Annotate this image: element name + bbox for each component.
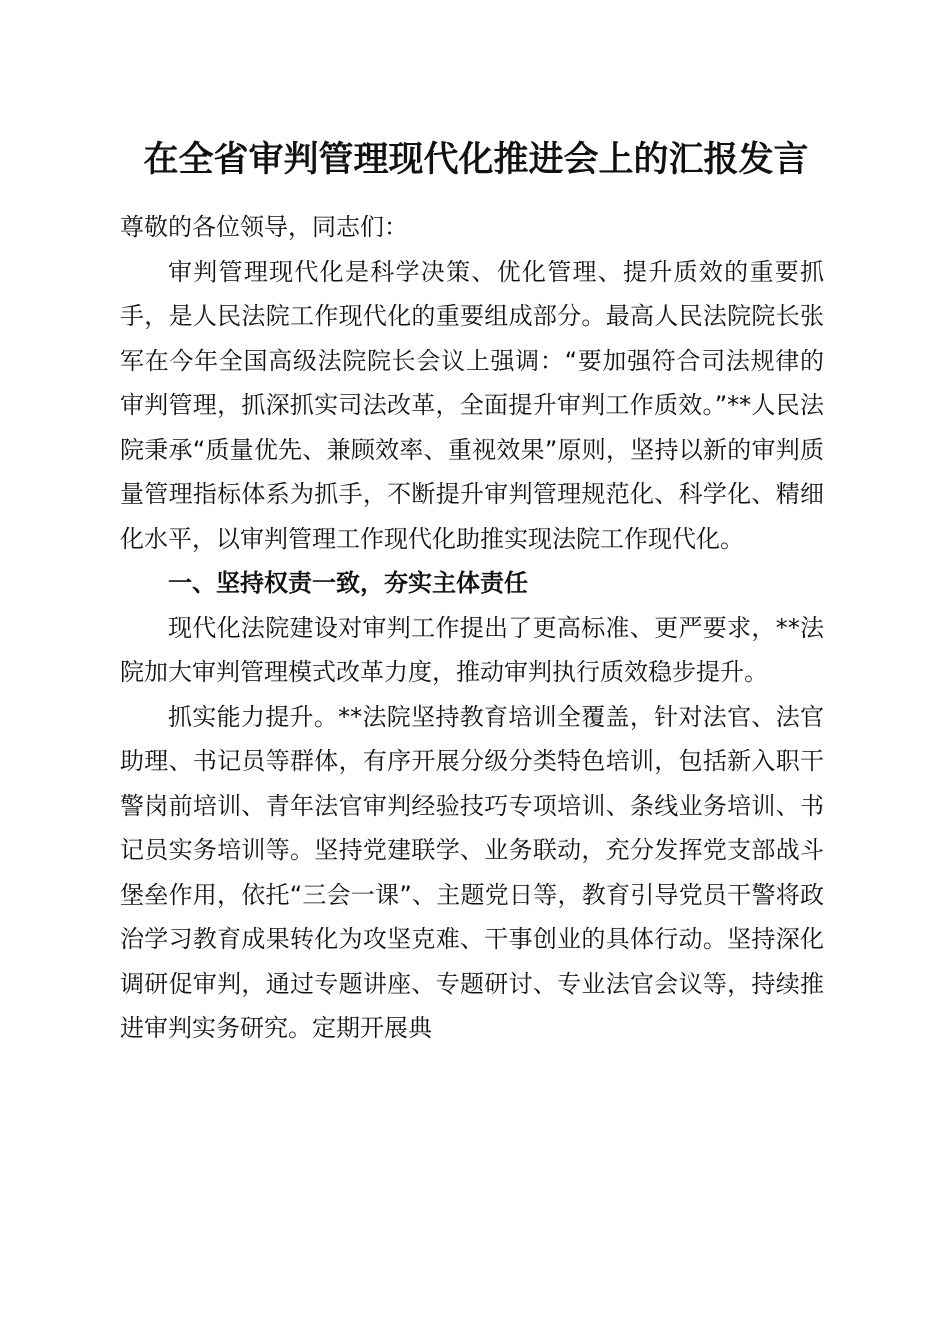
document-title: 在全省审判管理现代化推进会上的汇报发言: [143, 139, 809, 180]
paragraph-capability: 抓实能力提升。**法院坚持教育培训全覆盖，针对法官、法官助理、书记员等群体，有序开展分级分类特色培训，包括新入职干警岗前培训、青年法官审判经验技巧专项培训、条线业务培训、书记员实务培训等。坚持党建联学、业务联动，充分发挥党支部战斗堡垒作用，依托“三会一课”、主题党日等，教育引导党员干警将政治学习教育成果转化为攻坚克难、干事创业的具体行动。坚持深化调研促审判，通过专题讲座、专题研讨、专业法官会议等，持续推进审判实务研究。定期开展典: [120, 702, 824, 1042]
paragraph-section-intro: 现代化法院建设对审判工作提出了更高标准、更严要求，**法院加大审判管理模式改革力度，推动审判执行质效稳步提升。: [120, 613, 824, 686]
salutation: 尊敬的各位领导，同志们：: [120, 213, 408, 241]
document-body: [120, 205, 824, 1051]
section-heading: 一、坚持权责一致，夯实主体责任: [168, 569, 528, 597]
paragraph-intro: 审判管理现代化是科学决策、优化管理、提升质效的重要抓手，是人民法院工作现代化的重要组成部分。最高人民法院院长张军在今年全国高级法院院长会议上强调：“要加强符合司法规律的审判管理，抓深抓实司法改革，全面提升审判工作质效。”**人民法院秉承“质量优先、兼顾效率、重视效果”原则，坚持以新的审判质量管理指标体系为抓手，不断提升审判管理规范化、科学化、精细化水平，以审判管理工作现代化助推实现法院工作现代化。: [120, 257, 824, 553]
